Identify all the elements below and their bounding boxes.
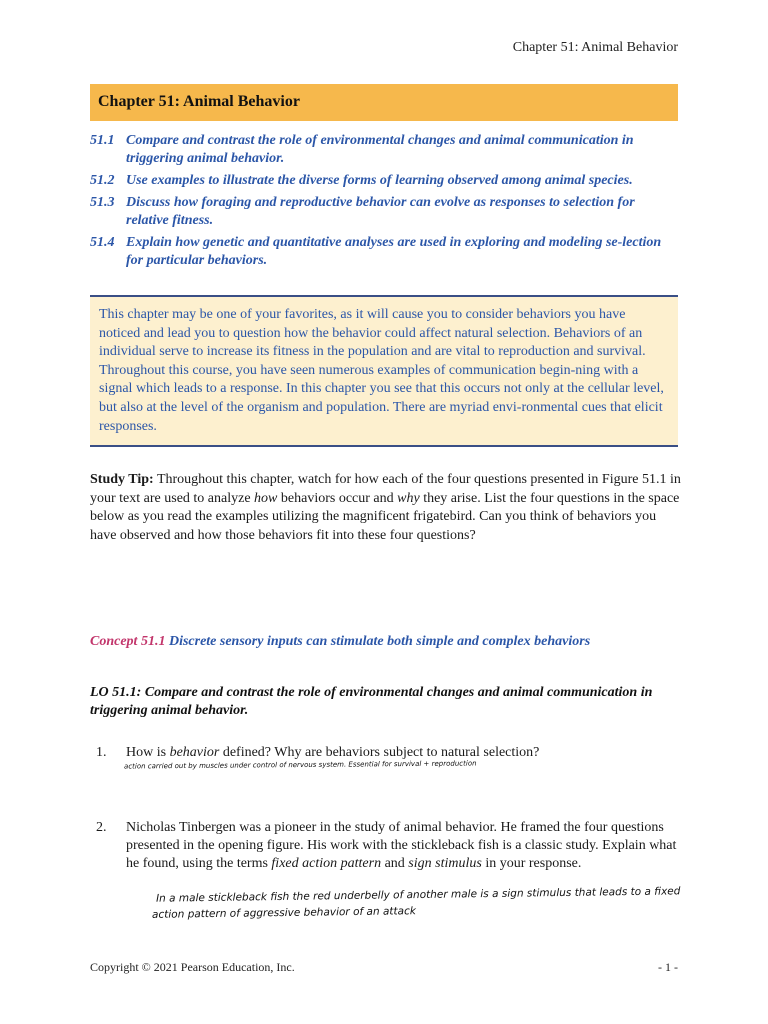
study-tip-text-2: behaviors occur and	[277, 490, 398, 506]
objective-item	[90, 132, 680, 168]
running-header: Chapter 51: Animal Behavior	[512, 40, 678, 55]
question-term: behavior	[169, 745, 220, 760]
study-tip-text-1: Throughout this chapter, watch for how each of the four questions presented in Figure 51.1 in your text are used to analyze	[90, 472, 681, 506]
question-text-pre: Nicholas Tinbergen was a pioneer in the study of animal behavior. He framed the four questions presented in the opening figure. His work with the stickleback fish is a classic study. Explain what he found, using the terms	[126, 820, 677, 871]
objective-text: Compare and contrast the role of environmental changes and animal communication in triggering animal behavior.	[126, 133, 634, 166]
chapter-title-bar: Chapter 51: Animal Behavior	[90, 84, 678, 121]
objective-item	[90, 234, 680, 270]
study-tip	[90, 471, 682, 546]
objective-item	[90, 172, 680, 190]
learning-objective-heading: LO 51.1: Compare and contrast the role of environmental changes and animal communication in triggering animal behavior.	[90, 685, 653, 718]
handwritten-answer-1: action carried out by muscles under control of nervous system. Essential for survival + reproduction	[123, 759, 477, 771]
objective-text: Discuss how foraging and reproductive behavior can evolve as responses to selection for relative fitness.	[126, 195, 635, 228]
question-2	[96, 819, 680, 873]
question-number: 2.	[96, 820, 107, 835]
question-text-post: in your response.	[481, 856, 582, 871]
question-text	[126, 819, 680, 873]
question-text-pre: How is	[126, 745, 170, 760]
question-term-fixed-action-pattern: fixed action pattern	[271, 856, 382, 871]
objective-text: Explain how genetic and quantitative analyses are used in exploring and modeling se-lection for particular behaviors.	[126, 235, 662, 268]
objective-number: 51.2	[90, 173, 115, 188]
study-tip-em-how: how	[254, 490, 278, 506]
study-tip-text-3: they arise. List the four questions in the space below as you read the examples utilizing the magnificent frigatebird. Can you think of behaviors you have observed and how those behaviors fit into these four questions?	[90, 490, 680, 544]
objective-item	[90, 194, 680, 230]
objective-number: 51.3	[90, 195, 115, 210]
question-number: 1.	[96, 745, 107, 760]
question-text-post: defined? Why are behaviors subject to natural selection?	[219, 745, 540, 760]
concept-heading	[90, 634, 680, 650]
question-term-sign-stimulus: sign stimulus	[408, 856, 482, 871]
objective-text: Use examples to illustrate the diverse forms of learning observed among animal species.	[126, 173, 633, 188]
concept-text: Discrete sensory inputs can stimulate both simple and complex behaviors	[165, 634, 591, 649]
handwritten-answer-2-line-2: action pattern of aggressive behavior of an attack	[151, 905, 416, 921]
footer-copyright: Copyright © 2021 Pearson Education, Inc.	[90, 960, 295, 974]
page-number: - 1 -	[658, 960, 678, 974]
study-tip-label: Study Tip:	[90, 472, 154, 487]
question-text-mid: and	[381, 856, 409, 871]
handwritten-answer-2-line-1: In a male stickleback fish the red underbelly of another male is a sign stimulus that leads to a fixed	[155, 885, 681, 905]
chapter-intro-box: This chapter may be one of your favorites, as it will cause you to consider behaviors you have noticed and lead you to question how the behavior could affect natural selection. Behaviors of an individual serve to increase its fitness in the population and are vital to reproduction and survival. Throughout this course, you have seen numerous examples of communication begin-ning with a signal which leads to a response. In this chapter you see that this occurs not only at the cellular level, but also at the level of the organism and population. There are myriad envi-ronmental cues that elicit responses.	[90, 295, 678, 447]
learning-objectives	[90, 132, 680, 274]
objective-number: 51.4	[90, 235, 115, 250]
concept-label: Concept 51.1	[90, 634, 166, 649]
objective-number: 51.1	[90, 133, 115, 148]
study-tip-em-why: why	[397, 490, 420, 506]
